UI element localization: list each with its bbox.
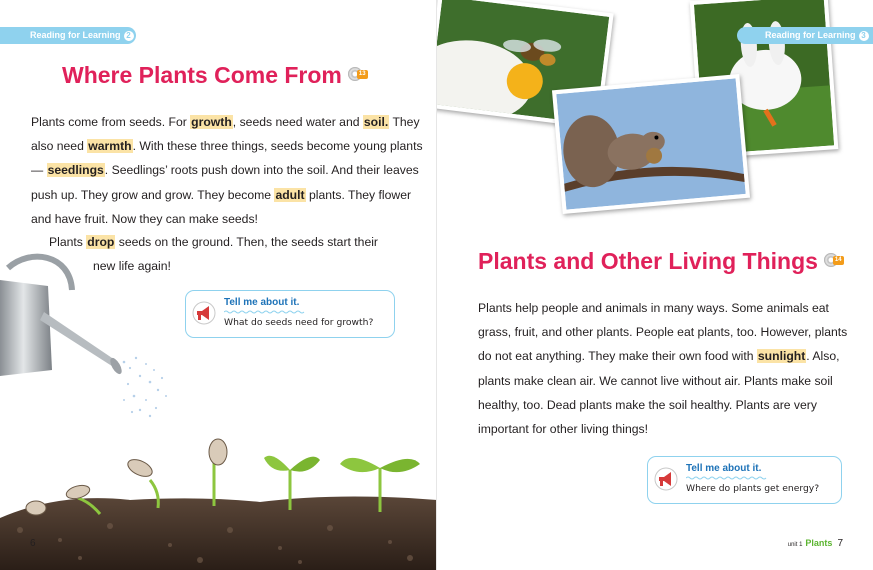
audio-track-number: 13 [358, 71, 366, 77]
page-title: Plants and Other Living Things 14 [478, 248, 848, 275]
text-run: , seeds need water and [232, 115, 363, 129]
squirrel-photo [552, 74, 750, 214]
text-run: Plants help people and animals in many ways. Some animals eat grass, fruit, and other plants. People eat plants, too. However, plants do not eat anything. They make their own food with [478, 301, 848, 364]
text-run: . Seedlings’ roots push down into the soil. And their leaves push up. They grow and grow. They become [31, 163, 419, 202]
tell-me-heading: Tell me about it. [686, 463, 762, 474]
tell-me-question: What do seeds need for growth? [224, 317, 374, 328]
text-run: They also need [31, 115, 420, 154]
keyword-highlight: growth [191, 115, 232, 129]
tell-me-question: Where do plants get energy? [686, 483, 820, 494]
text-run: Plants come from seeds. For [31, 115, 191, 129]
reading-paragraph-2-line-1: Plants drop seeds on the ground. Then, the seeds start their [49, 235, 378, 249]
seedlings-image [0, 430, 437, 570]
text-run: . Also, plants make clean air. We cannot live without air. Plants make soil healthy, too. Dead plants make the soil healthy. Plants are very important for other living things! [478, 349, 840, 437]
page-number: 7 [837, 538, 843, 549]
page-footer [788, 538, 843, 549]
right-page [437, 0, 873, 570]
text-run: plants. They flower and have fruit. Now they can make seeds! [31, 187, 412, 226]
reading-paragraph-2-line-2: new life again! [93, 259, 171, 273]
watering-can-image [0, 250, 180, 425]
audio-track-number: 14 [834, 257, 842, 263]
reading-paragraph [478, 296, 858, 441]
audio-cd-icon[interactable] [348, 67, 372, 81]
megaphone-icon [192, 301, 216, 325]
page-number: 6 [30, 538, 36, 549]
keyword-highlight: adult [275, 187, 305, 202]
reading-paragraph [31, 110, 426, 231]
tell-me-box [185, 290, 395, 338]
footer-unit-title: Plants [805, 538, 833, 548]
section-number: 2 [124, 31, 134, 41]
section-tag: Reading for Learning 3 [737, 27, 873, 44]
keyword-highlight: seedlings [47, 163, 104, 178]
keyword-highlight: sunlight [757, 349, 806, 364]
tell-me-heading: Tell me about it. [224, 297, 300, 308]
section-tag: Reading for Learning 2 [0, 27, 136, 44]
audio-cd-icon[interactable] [824, 253, 848, 267]
tell-me-box [647, 456, 842, 504]
keyword-highlight: drop [87, 235, 115, 249]
wavy-underline [224, 310, 306, 314]
keyword-highlight: soil. [363, 115, 389, 129]
text-run: . With these three things, seeds become young plants — [31, 139, 423, 178]
page-title: Where Plants Come From 13 [62, 62, 372, 89]
section-number: 3 [859, 31, 869, 41]
footer-unit: unit 1 [787, 542, 803, 548]
keyword-highlight: warmth [88, 139, 132, 154]
megaphone-icon [654, 467, 678, 491]
wavy-underline [686, 476, 768, 480]
